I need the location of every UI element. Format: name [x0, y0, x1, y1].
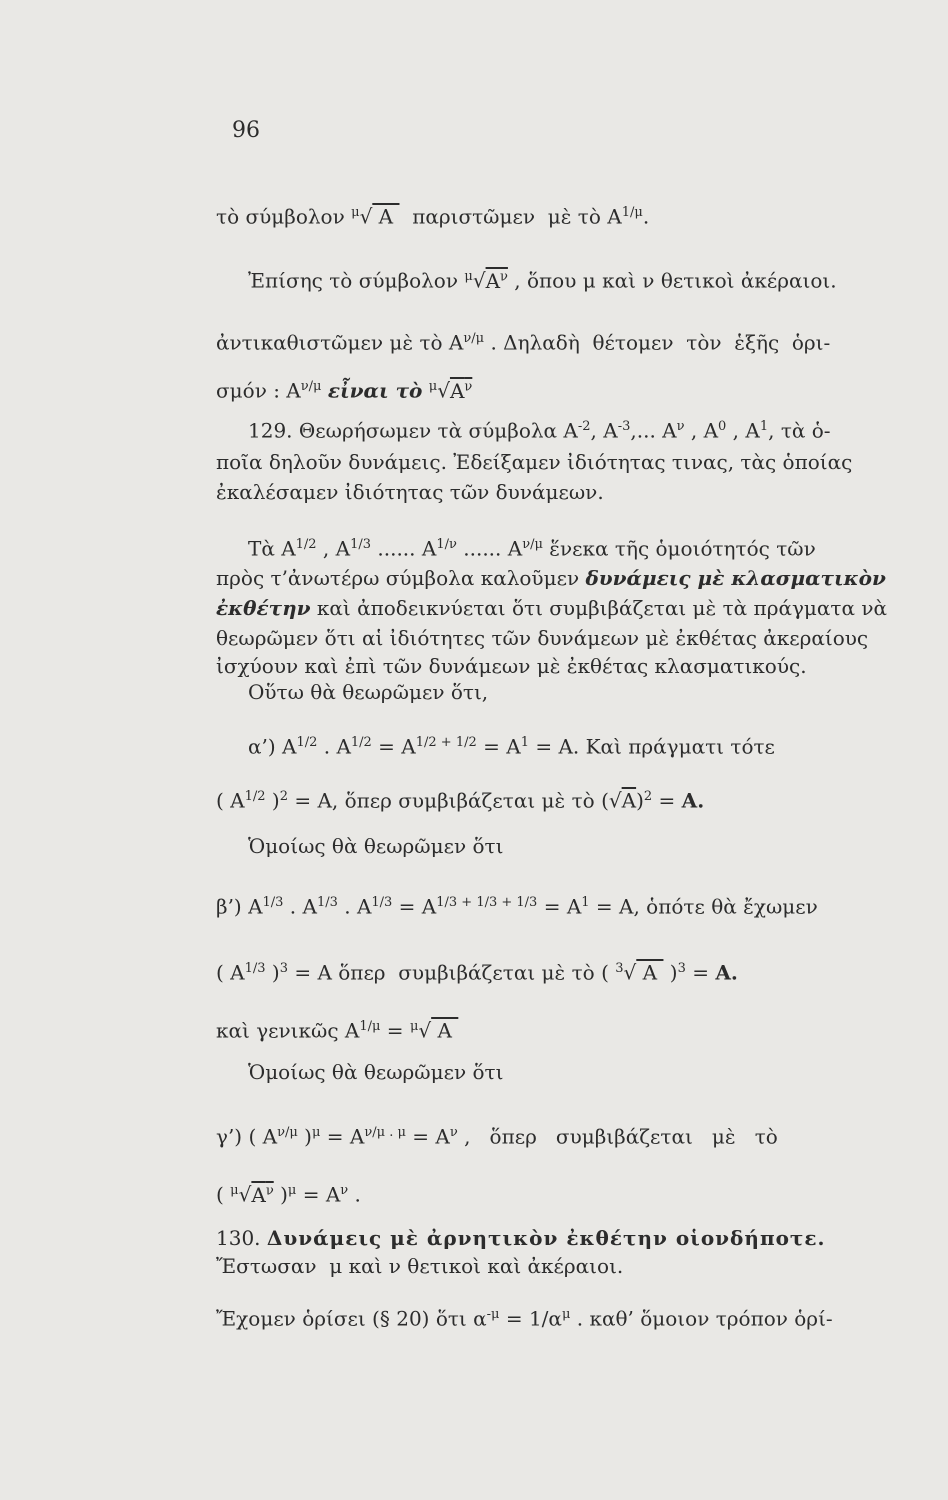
section-heading: 130. Δυνάμεις μὲ ἀρνητικὸν ἐκθέτην οἱονδήποτε. — [216, 1226, 826, 1250]
text-line: Οὕτω θὰ θεωρῶμεν ὅτι, — [248, 680, 489, 704]
math-line: ( $A^{1/3}$ )$^3$ = A ὅπερ συμβιβάζεται μὲ τὸ ( $^3$√ A )$^3$ = A. — [216, 960, 738, 985]
math-line: β’) $A^{1/3}$ . $A^{1/3}$ . $A^{1/3} = A^{1/3 + 1/3 + 1/3} = A^1 = A$, ὁπότε θὰ ἔχωμεν — [216, 894, 818, 919]
text-line: Ἔστωσαν μ καὶ ν θετικοὶ καὶ ἀκέραιοι. — [216, 1254, 624, 1278]
text-line: 129. Θεωρήσωμεν τὰ σύμβολα $A^{-2}$, $A^{-3}$,... $A^\nu$ , $A^0$ , $A^1$, τὰ ὁ- — [248, 418, 831, 443]
text-line: σμόν : $A^{\nu/\mu}$ εἶναι τὸ $^\mu√A^\nu$ — [216, 378, 473, 403]
text-line: Ὁμοίως θὰ θεωρῶμεν ὅτι — [248, 1060, 504, 1084]
text-line: τὸ σύμβολον $^\mu$√ A παριστῶμεν μὲ τὸ $A^{1/\mu}$. — [216, 204, 650, 229]
text-line: Ἐπίσης τὸ σύμβολον $^\mu√A^\nu$ , ὅπου μ καὶ ν θετικοὶ ἀκέραιοι. — [248, 268, 837, 293]
text-line: ἀντικαθιστῶμεν μὲ τὸ $A^{\nu/\mu}$ . Δηλαδὴ θέτομεν τὸν ἑξῆς ὁρι- — [216, 330, 831, 355]
math-line: ( $A^{1/2}$ )$^2$ = A, ὅπερ συμβιβάζεται μὲ τὸ $(√A)^2 = A$. — [216, 788, 705, 813]
text-line: Ἔχομεν ὁρίσει (§ 20) ὅτι $\alpha^{-\mu} = 1/\alpha^\mu$ . καθ’ ὅμοιον τρόπον ὁρί- — [216, 1306, 833, 1331]
math-line: καὶ γενικῶς $A^{1/\mu} = ^\mu√$ A — [216, 1018, 459, 1043]
text-line: ἐκαλέσαμεν ἰδιότητας τῶν δυνάμεων. — [216, 480, 604, 504]
math-line: ( $^\mu√A^\nu$ )$^\mu = A^\nu$ . — [216, 1182, 361, 1207]
text-line: ἐκθέτην καὶ ἀποδεικνύεται ὅτι συμβιβάζεται μὲ τὰ πράγματα νὰ — [216, 596, 888, 620]
text-line: θεωρῶμεν ὅτι αἱ ἰδιότητες τῶν δυνάμεων μὲ ἐκθέτας ἀκεραίους — [216, 626, 869, 650]
text-line: Τὰ $A^{1/2}$ , $A^{1/3}$ ...... $A^{1/\nu}$ ...... $A^{\nu/\mu}$ ἕνεκα τῆς ὁμοιότητός τῶν — [248, 536, 816, 561]
math-line: α’) $A^{1/2}$ . $A^{1/2} = A^{1/2 + 1/2} = A^1 = A$. Καὶ πράγματι τότε — [248, 734, 775, 759]
text-line: Ὁμοίως θὰ θεωρῶμεν ὅτι — [248, 834, 504, 858]
math-line: γ’) ( $A^{\nu/\mu}$ )$^\mu = A^{\nu/\mu . \mu} = A^\nu$ , ὅπερ συμβιβάζεται μὲ τὸ — [216, 1124, 778, 1149]
text-line: ἰσχύουν καὶ ἐπὶ τῶν δυνάμεων μὲ ἐκθέτας κλασματικούς. — [216, 654, 807, 678]
page-number: 96 — [232, 118, 260, 143]
text-line: ποῖα δηλοῦν δυνάμεις. Ἐδείξαμεν ἰδιότητας τινας, τὰς ὁποίας — [216, 450, 853, 474]
text-line: πρὸς τ’ἀνωτέρω σύμβολα καλοῦμεν δυνάμεις μὲ κλασματικὸν — [216, 566, 886, 590]
